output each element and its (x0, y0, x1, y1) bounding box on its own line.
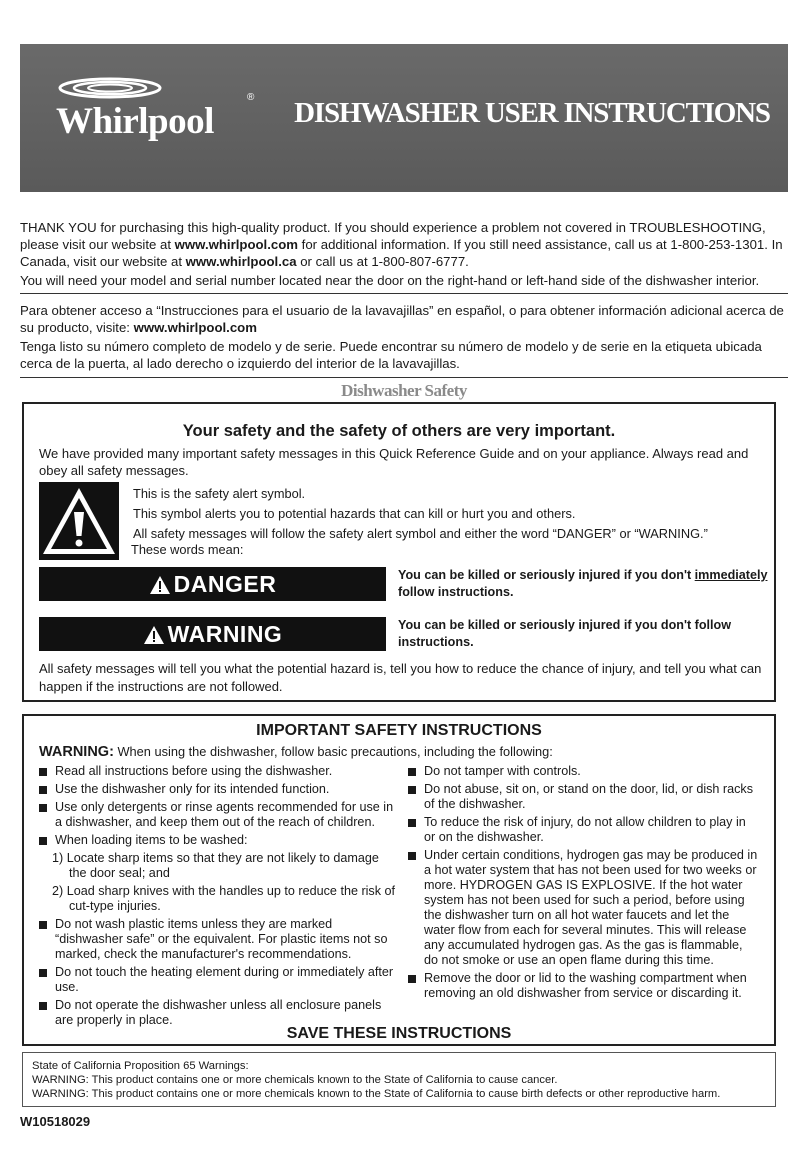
alert-triangle-icon (143, 625, 165, 645)
registered-mark: ® (247, 92, 255, 103)
safety-box (22, 402, 776, 702)
intro-text: or call us at 1-800-807-6777. (296, 254, 469, 269)
divider (20, 377, 788, 378)
list-item (408, 848, 760, 968)
brand-wordmark: Whirlpool (56, 101, 214, 142)
part-number: W10518029 (20, 1114, 91, 1129)
warning-signal-word (39, 617, 386, 651)
list-item-text: Under certain conditions, hydrogen gas may be produced in a hot water system that has not been used for two weeks or more. HYDROGEN GAS IS EXPLOSIVE. If the hot water system has not been used for such a period, before using the dishwasher turn on all hot water faucets and let the water flow from each for several minutes. This will release any accumulated hydrogen gas. As the gas is flammable, do not smoke or use an open flame during this time. (424, 848, 758, 967)
list-item (39, 833, 399, 848)
symbol-line: This is the safety alert symbol. (133, 486, 306, 501)
square-bullet-icon (39, 804, 47, 812)
alert-triangle-icon (149, 575, 171, 595)
danger-description (398, 567, 768, 601)
square-bullet-icon (39, 837, 47, 845)
list-item (39, 965, 399, 995)
section-heading: Dishwasher Safety (341, 381, 467, 400)
danger-signal-word (39, 567, 386, 601)
square-bullet-icon (39, 921, 47, 929)
list-item-text: Do not wash plastic items unless they are marked “dishwasher safe” or the equivalent. For plastic items not so marked, check the manufacturer's recommendations. (55, 917, 388, 961)
square-bullet-icon (39, 1002, 47, 1010)
instructions-right-column (408, 764, 760, 1004)
instructions-box (22, 714, 776, 1046)
list-item-text: To reduce the risk of injury, do not allow children to play in or on the dishwasher. (424, 815, 746, 844)
prop65-reproductive-warning: WARNING: This product contains one or more chemicals known to the State of California to cause birth defects or other reproductive harm. (32, 1088, 721, 1100)
square-bullet-icon (408, 975, 416, 983)
square-bullet-icon (408, 819, 416, 827)
square-bullet-icon (408, 786, 416, 794)
intro-english-paragraph (20, 219, 788, 270)
list-item-text: When loading items to be washed: (55, 833, 248, 847)
warning-description: You can be killed or seriously injured if you don't follow instructions. (398, 618, 732, 649)
list-item-text: Do not tamper with controls. (424, 764, 581, 778)
intro-text: Para obtener acceso a “Instrucciones para el usuario de la lavavajillas” en español, o para obtener información adicional acerca de su producto, visite: (20, 303, 784, 335)
website-link-spanish[interactable]: www.whirlpool.com (133, 320, 257, 335)
divider (20, 293, 788, 294)
list-item (39, 764, 399, 779)
square-bullet-icon (39, 786, 47, 794)
intro-model-serial: You will need your model and serial number located near the door on the right-hand or left-hand side of the dishwasher interior. (20, 273, 760, 288)
symbol-line: These words mean: (131, 542, 244, 557)
square-bullet-icon (39, 768, 47, 776)
list-item (408, 971, 760, 1001)
website-link[interactable]: www.whirlpool.com (174, 237, 299, 252)
warning-label: WARNING (167, 621, 283, 647)
symbol-line: All safety messages will follow the safety alert symbol and either the word “DANGER” or “WARNING.” (133, 526, 708, 541)
sub-list-item: 1) Locate sharp items so that they are not likely to damage the door seal; and (52, 851, 379, 880)
list-item-text: Remove the door or lid to the washing compartment when removing an old dishwasher from service or discarding it. (424, 971, 747, 1000)
instructions-warning (39, 744, 553, 760)
document-title: DISHWASHER USER INSTRUCTIONS (294, 97, 770, 129)
list-item (408, 782, 760, 812)
instructions-left-column (39, 764, 399, 1031)
save-instructions-title: SAVE THESE INSTRUCTIONS (286, 1025, 512, 1042)
list-item (39, 800, 399, 830)
website-link-canada[interactable]: www.whirlpool.ca (185, 254, 297, 269)
square-bullet-icon (408, 768, 416, 776)
intro-text: for additional information. If you still need assistance, call us at 1-800-253-1301. In Canada, visit our website at (20, 237, 783, 269)
intro-spanish-model-serial: Tenga listo su número completo de modelo y de serie. Puede encontrar su número de modelo y de serie en la etiqueta ubicada cerca de la puerta, al lado derecho o izquierdo del interior de la lavavajillas. (20, 339, 762, 371)
list-item-text: Read all instructions before using the dishwasher. (55, 764, 333, 778)
instructions-title: IMPORTANT SAFETY INSTRUCTIONS (256, 722, 542, 739)
header-banner (20, 44, 788, 192)
list-item-text: Use the dishwasher only for its intended function. (55, 782, 330, 796)
warning-triangle-icon (39, 482, 119, 560)
list-item (408, 764, 760, 779)
list-item-text: Do not operate the dishwasher unless all enclosure panels are properly in place. (55, 998, 382, 1027)
square-bullet-icon (408, 852, 416, 860)
safety-description: We have provided many important safety messages in this Quick Reference Guide and on your appliance. Always read and obey all safety messages. (39, 446, 749, 478)
whirlpool-logo (42, 74, 255, 154)
list-item (39, 782, 399, 797)
danger-emphasis: immediately (694, 568, 768, 582)
intro-text: THANK YOU for purchasing this high-quality product. If you should experience a problem not covered in TROUBLESHOOTING, please visit our website at (20, 220, 766, 252)
square-bullet-icon (39, 969, 47, 977)
list-item-text: Do not touch the heating element during or immediately after use. (55, 965, 394, 994)
safety-footer: All safety messages will tell you what the potential hazard is, tell you how to reduce the chance of injury, and tell you what can happen if the instructions are not followed. (39, 661, 762, 694)
danger-text: follow instructions. (398, 585, 514, 599)
symbol-line: This symbol alerts you to potential hazards that can kill or hurt you and others. (133, 506, 576, 521)
danger-text: You can be killed or seriously injured if you don't (398, 568, 695, 582)
prop65-title: State of California Proposition 65 Warnings: (32, 1060, 249, 1072)
sub-list-item: 2) Load sharp knives with the handles up to reduce the risk of cut-type injuries. (52, 884, 396, 913)
list-item-text: Do not abuse, sit on, or stand on the door, lid, or dish racks of the dishwasher. (424, 782, 754, 811)
warning-word: WARNING: (39, 744, 114, 760)
list-item (39, 998, 399, 1028)
list-item-text: Use only detergents or rinse agents recommended for use in a dishwasher, and keep them out of the reach of children. (55, 800, 394, 829)
danger-label: DANGER (173, 571, 277, 597)
intro-spanish-paragraph (20, 302, 788, 336)
safety-title: Your safety and the safety of others are very important. (182, 422, 616, 440)
list-item (408, 815, 760, 845)
prop65-cancer-warning: WARNING: This product contains one or more chemicals known to the State of California to cause cancer. (32, 1074, 558, 1086)
list-item (39, 917, 399, 962)
warning-text: When using the dishwasher, follow basic precautions, including the following: (113, 744, 553, 759)
safety-alert-symbol (39, 482, 119, 560)
prop65-box (22, 1052, 776, 1107)
